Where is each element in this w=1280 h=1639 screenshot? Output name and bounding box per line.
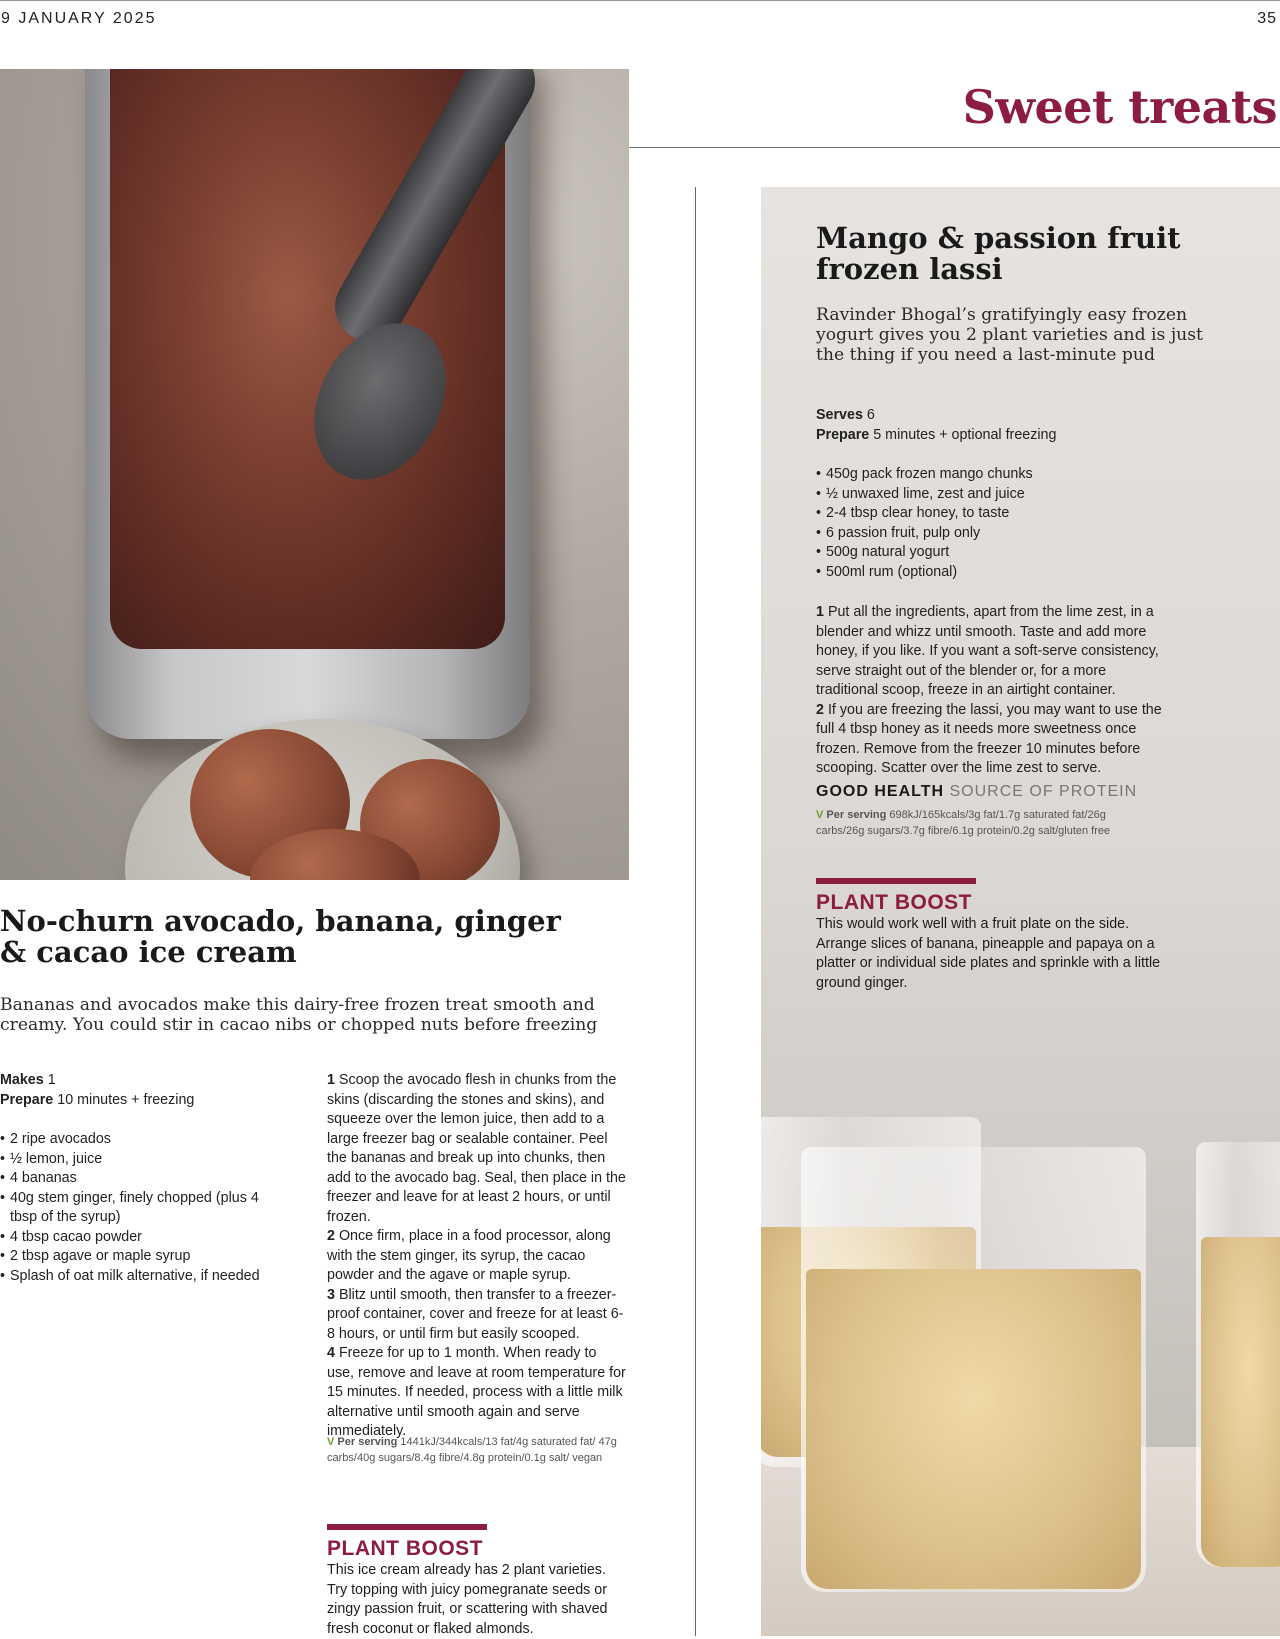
ingredient-item: • 40g stem ginger, finely chopped (plus 4 tbsp of the syrup) [0,1189,270,1228]
ingredient-item: • ½ lemon, juice [0,1150,270,1170]
recipe2-serves: Serves 6 Prepare 5 minutes + optional freezing [816,407,1057,443]
vegetarian-badge: V [816,809,824,821]
header-rule [0,0,1280,1]
ingredient-item: • 6 passion fruit, pulp only [816,524,1216,544]
recipe2-intro: Ravinder Bhogal’s gratifyingly easy frozen yogurt gives you 2 plant varieties and is just the thing if you need a last-minute pud [816,305,1203,366]
lassi-drink [1201,1237,1280,1567]
ingredient-item: • ½ unwaxed lime, zest and juice [816,485,1216,505]
ingredient-item: • 4 tbsp cacao powder [0,1228,270,1248]
recipe1-intro: Bananas and avocados make this dairy-free frozen treat smooth and creamy. You could stir in cacao nibs or chopped nuts before freezing [0,995,598,1036]
ingredient-item: • 450g pack frozen mango chunks [816,465,1216,485]
ingredient-item: • 500ml rum (optional) [816,563,1216,583]
recipe1-method [327,1071,627,1442]
issue-date: 9 JANUARY 2025 [1,10,157,27]
lassi-drink [806,1269,1141,1589]
recipe1-nutrition: V Per serving 1441kJ/344kcals/13 fat/4g saturated fat/ 47g carbs/40g sugars/8.4g fibre/4.8g protein/0.1g salt/ vegan [327,1436,617,1464]
section-title: Sweet treats [962,80,1277,134]
recipe2-method [816,603,1168,779]
ingredient-item: • 2 tbsp agave or maple syrup [0,1247,270,1267]
plant-boost-title: PLANT BOOST [327,1537,483,1560]
method-step: 2 Once firm, place in a food processor, along with the stem ginger, its syrup, the cacao powder and the agave or maple syrup. [327,1228,611,1283]
method-step: 3 Blitz until smooth, then transfer to a freezer-proof container, cover and freeze for at least 6-8 hours, or until firm but easily scooped. [327,1286,624,1342]
plant-boost-text: This ice cream already has 2 plant varieties. Try topping with juicy pomegranate seeds or zingy passion fruit, or scattering with shaved fresh coconut or flaked almonds. [327,1562,608,1637]
plant-boost-bar [816,878,976,884]
ingredient-item: • 2-4 tbsp clear honey, to taste [816,504,1216,524]
plant-boost-text: This would work well with a fruit plate on the side. Arrange slices of banana, pineapple and papaya on a platter or individual side plates and sprinkle with a little ground ginger. [816,916,1161,991]
section-rule [629,147,1280,148]
recipe2-nutrition: V Per serving 698kJ/165kcals/3g fat/1.7g saturated fat/26g carbs/26g sugars/3.7g fibre/6.1g protein/0.2g salt/gluten free [816,809,1111,837]
recipe2-title: Mango & passion fruit frozen lassi [816,221,1181,287]
method-step: 1 Put all the ingredients, apart from the lime zest, in a blender and whizz until smooth. Taste and add more honey, if you like. If you want a soft-serve consistency, serve straight out of the blender or, for a more traditional scoop, freeze in an airtight container. [816,604,1159,698]
plant-boost-title: PLANT BOOST [816,891,972,914]
ice-cream-photo [0,69,629,880]
recipe1-title: No-churn avocado, banana, ginger & cacao ice cream [0,904,561,970]
plant-boost-bar [327,1524,487,1530]
method-step: 1 Scoop the avocado flesh in chunks from the skins (discarding the stones and skins), and squeeze over the lemon juice, then add to a large freezer bag or sealable container. Peel the bananas and break up into chunks, then add to the avocado bag. Seal, then place in the freezer and leave for at least 2 hours, or until frozen. [327,1072,626,1225]
method-step: 4 Freeze for up to 1 month. When ready to use, remove and leave at room temperature for 15 minutes. If needed, process with a little milk alternative until smooth again and serve immediately. [327,1345,626,1439]
page-number: 35 [1257,10,1277,27]
ingredient-item: • 500g natural yogurt [816,543,1216,563]
good-health-label: GOOD HEALTH SOURCE OF PROTEIN [816,783,1138,800]
recipe1-makes: Makes 1 Prepare 10 minutes + freezing [0,1072,195,1108]
ingredient-item: • 2 ripe avocados [0,1130,270,1150]
ingredient-item: • 4 bananas [0,1169,270,1189]
recipe2-ingredients [816,465,1216,582]
recipe1-ingredients [0,1130,270,1286]
ingredient-item: • Splash of oat milk alternative, if needed [0,1267,270,1287]
method-step: 2 If you are freezing the lassi, you may want to use the full 4 tbsp honey as it needs more sweetness once frozen. Remove from the freezer 10 minutes before scooping. Scatter over the lime zest to serve. [816,701,1162,776]
column-rule [695,187,696,1636]
vegetarian-badge: V [327,1436,335,1448]
